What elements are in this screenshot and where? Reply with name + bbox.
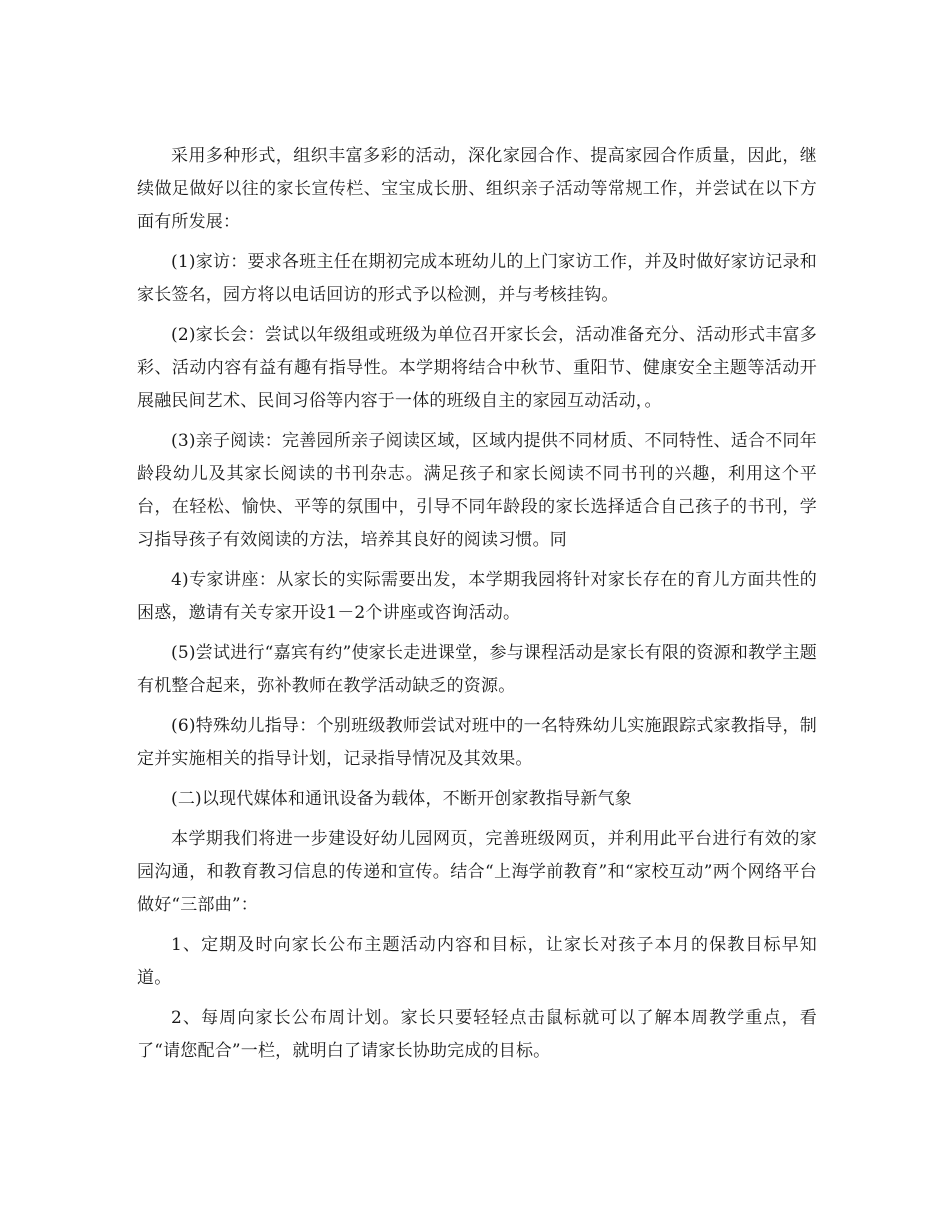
paragraph-intro: 采用多种形式，组织丰富多彩的活动，深化家园合作、提高家园合作质量，因此，继续做足做好以往的家长宣传栏、宝宝成长册、组织亲子活动等常规工作，并尝试在以下方面有所发展： (137, 146, 817, 232)
paragraph-special-child-guidance: (6)特殊幼儿指导：个别班级教师尝试对班中的一名特殊幼儿实施跟踪式家教指导，制定并实施相关的指导计划，记录指导情况及其效果。 (137, 716, 817, 769)
paragraph-home-visit: (1)家访：要求各班主任在期初完成本班幼儿的上门家访工作，并及时做好家访记录和家长签名，园方将以电话回访的形式予以检测，并与考核挂钩。 (137, 252, 817, 305)
list-item-2: 2、每周向家长公布周计划。家长只要轻轻点击鼠标就可以了解本周教学重点，看了“请您配合”一栏，就明白了请家长协助完成的目标。 (137, 1008, 817, 1061)
paragraph-expert-lecture: 4)专家讲座：从家长的实际需要出发，本学期我园将针对家长存在的育儿方面共性的困惑，邀请有关专家开设1－2个讲座或咨询活动。 (137, 570, 817, 623)
paragraph-guest-appointment: (5)尝试进行“嘉宾有约”使家长走进课堂，参与课程活动是家长有限的资源和教学主题有机整合起来，弥补教师在教学活动缺乏的资源。 (137, 643, 817, 696)
paragraph-parent-child-reading: (3)亲子阅读：完善园所亲子阅读区域，区域内提供不同材质、不同特性、适合不同年龄段幼儿及其家长阅读的书刊杂志。满足孩子和家长阅读不同书刊的兴趣，利用这个平台，在轻松、愉快、平等的氛围中，引导不同年龄段的家长选择适合自己孩子的书刊，学习指导孩子有效阅读的方法，培养其良好的阅读习惯。同 (137, 431, 817, 550)
list-item-1: 1、定期及时向家长公布主题活动内容和目标，让家长对孩子本月的保教目标早知道。 (137, 935, 817, 988)
section-heading-modern-media: (二)以现代媒体和通讯设备为载体，不断开创家教指导新气象 (171, 789, 632, 809)
paragraph-website: 本学期我们将进一步建设好幼儿园网页，完善班级网页，并利用此平台进行有效的家园沟通，和教育教习信息的传递和宣传。结合“上海学前教育”和“家校互动”两个网络平台做好“三部曲”： (137, 829, 817, 915)
paragraph-parent-meeting: (2)家长会：尝试以年级组或班级为单位召开家长会，活动准备充分、活动形式丰富多彩、活动内容有益有趣有指导性。本学期将结合中秋节、重阳节、健康安全主题等活动开展融民间艺术、民间习俗等内容于一体的班级自主的家园互动活动，。 (137, 325, 817, 411)
